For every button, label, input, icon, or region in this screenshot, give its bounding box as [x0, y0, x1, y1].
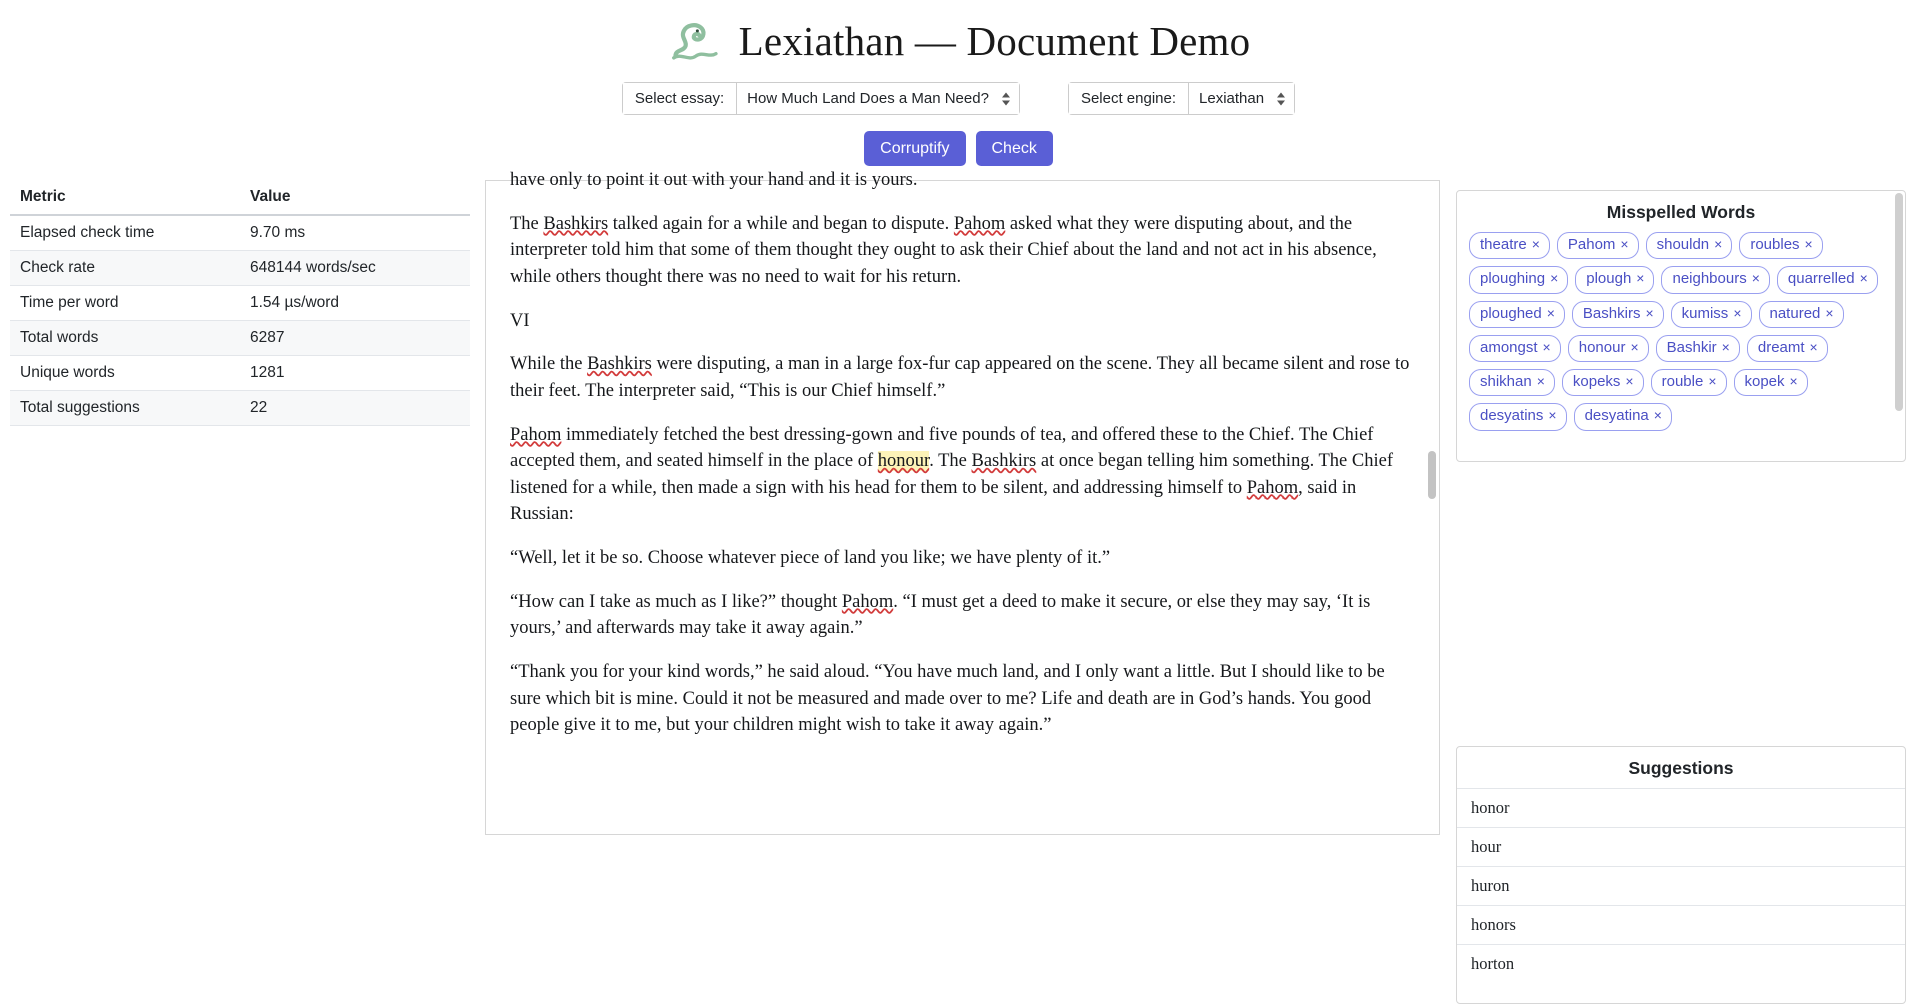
misspelled-chip[interactable]: [1656, 335, 1740, 362]
misspelled-chip[interactable]: [1734, 369, 1808, 396]
metrics-header-metric: Metric: [10, 180, 240, 215]
text-fragment: were disputing, a man in a large fox-fur cap appeared on the scene. They all became silent and rose to their feet. The interpreter said, “This is our Chief himself.”: [510, 354, 1410, 401]
list-item[interactable]: honor: [1457, 788, 1905, 827]
chip-label: natured: [1769, 304, 1821, 322]
chip-label: rouble: [1661, 373, 1704, 391]
misspelled-chip[interactable]: [1469, 266, 1568, 293]
chip-label: quarrelled: [1787, 270, 1855, 288]
misspelled-chip[interactable]: [1575, 266, 1654, 293]
misspelled-words-panel: [1456, 190, 1906, 462]
document-section-number: VI: [510, 310, 530, 331]
document-paragraph: [510, 422, 1415, 529]
close-icon[interactable]: ×: [1825, 304, 1834, 321]
table-row: [10, 215, 470, 251]
table-header-row: [10, 180, 470, 215]
chip-label: dreamt: [1757, 338, 1805, 356]
metric-label: Time per word: [10, 286, 240, 321]
metric-label: Total words: [10, 321, 240, 356]
chevron-updown-icon: [1002, 92, 1010, 105]
close-icon[interactable]: ×: [1708, 373, 1717, 390]
misspelled-chip[interactable]: [1469, 335, 1561, 362]
close-icon[interactable]: ×: [1653, 407, 1662, 424]
misspelled-chip[interactable]: [1671, 301, 1752, 328]
check-button[interactable]: Check: [976, 131, 1053, 166]
chip-label: Pahom: [1567, 236, 1616, 254]
document-paragraph: [510, 351, 1415, 404]
chip-label: shouldn: [1656, 236, 1710, 254]
misspelled-word[interactable]: Pahom: [841, 591, 894, 612]
highlighted-misspelled-word[interactable]: honour: [877, 451, 930, 472]
list-item[interactable]: hour: [1457, 827, 1905, 866]
close-icon[interactable]: ×: [1630, 338, 1639, 355]
misspelled-word[interactable]: Pahom: [953, 213, 1006, 234]
misspelled-chip[interactable]: [1777, 266, 1878, 293]
misspelled-chip[interactable]: [1739, 232, 1822, 259]
loch-ness-monster-icon: [667, 14, 721, 68]
list-item[interactable]: huron: [1457, 866, 1905, 905]
text-fragment: “How can I take as much as I like?” thought: [510, 591, 842, 612]
misspelled-chip[interactable]: [1759, 301, 1844, 328]
document-paragraph: [510, 211, 1415, 291]
main-layout: [0, 170, 1917, 974]
misspelled-chip[interactable]: [1469, 232, 1550, 259]
close-icon[interactable]: ×: [1733, 304, 1742, 321]
list-item[interactable]: horton: [1457, 944, 1905, 983]
document-paragraph: “Thank you for your kind words,” he said aloud. “You have much land, and I only want a little. But I should like to be sure which bit is mine. Could it not be measured and made over to me? Life and death are in God’s hands. You good people give it to me, but your children might wish to take it away again.”: [510, 661, 1385, 736]
metric-value: 22: [240, 391, 470, 426]
metric-value: 1281: [240, 356, 470, 391]
close-icon[interactable]: ×: [1546, 304, 1555, 321]
close-icon[interactable]: ×: [1859, 270, 1868, 287]
suggestions-title: Suggestions: [1628, 758, 1734, 779]
misspelled-words-list: [1457, 232, 1905, 460]
engine-select-value: Lexiathan: [1199, 90, 1265, 107]
chevron-updown-icon: [1277, 92, 1285, 105]
misspelled-word[interactable]: Bashkirs: [543, 213, 609, 234]
essay-select-label: Select essay:: [623, 83, 736, 114]
text-fragment: The: [510, 213, 544, 234]
chip-label: desyatina: [1584, 407, 1649, 425]
chip-label: ploughed: [1480, 304, 1542, 322]
metrics-panel: [10, 180, 470, 426]
chip-label: kopek: [1744, 373, 1785, 391]
text-fragment: . “I must get a deed to make it secure, or else they may say, ‘It is yours,’ and afterwards may take it away again.”: [510, 591, 1371, 639]
document-paragraph: have only to point it out with your hand and it is yours.: [510, 170, 918, 191]
chip-label: kopeks: [1572, 373, 1621, 391]
misspelled-word[interactable]: Bashkirs: [587, 354, 652, 375]
document-scrollbar[interactable]: [1428, 183, 1436, 834]
metric-label: Elapsed check time: [10, 215, 240, 251]
misspelled-chip[interactable]: [1572, 301, 1664, 328]
close-icon[interactable]: ×: [1636, 270, 1645, 287]
table-row: [10, 356, 470, 391]
close-icon[interactable]: ×: [1751, 270, 1760, 287]
document-paragraph: [510, 589, 1415, 642]
table-row: [10, 286, 470, 321]
table-row: [10, 251, 470, 286]
misspelled-word[interactable]: Bashkirs: [971, 451, 1037, 472]
essay-select[interactable]: [736, 83, 1019, 114]
document-paragraph: “Well, let it be so. Choose whatever piece of land you like; we have plenty of it.”: [510, 548, 1111, 569]
document-text: [486, 167, 1439, 776]
misspelled-chip[interactable]: [1646, 232, 1733, 259]
text-fragment: While the: [510, 354, 588, 375]
table-row: [10, 391, 470, 426]
table-row: [10, 321, 470, 356]
chip-label: plough: [1586, 270, 1632, 288]
close-icon[interactable]: ×: [1645, 304, 1654, 321]
engine-select[interactable]: [1188, 83, 1294, 114]
misspelled-panel-scrollbar-thumb[interactable]: [1895, 193, 1903, 411]
close-icon[interactable]: ×: [1721, 338, 1730, 355]
close-icon[interactable]: ×: [1550, 270, 1559, 287]
misspelled-panel-scrollbar[interactable]: [1895, 193, 1903, 459]
engine-select-label: Select engine:: [1069, 83, 1188, 114]
misspelled-chip[interactable]: [1469, 301, 1565, 328]
misspelled-word[interactable]: Pahom: [510, 424, 562, 445]
chip-label: theatre: [1480, 236, 1527, 254]
page-title: Lexiathan — Document Demo: [738, 18, 1251, 64]
app-header: [0, 0, 1917, 72]
close-icon[interactable]: ×: [1620, 236, 1629, 253]
essay-selector-group: [622, 82, 1020, 115]
chip-label: shikhan: [1480, 373, 1532, 391]
metrics-table: [10, 180, 470, 426]
misspelled-chip[interactable]: [1651, 369, 1727, 396]
action-buttons: [0, 131, 1917, 166]
text-fragment: , said in Russian:: [510, 477, 1357, 525]
essay-select-value: How Much Land Does a Man Need?: [747, 90, 989, 107]
close-icon[interactable]: ×: [1714, 236, 1723, 253]
document-viewer[interactable]: [485, 170, 1440, 835]
text-fragment: . The: [929, 451, 972, 472]
chip-label: Bashkir: [1666, 338, 1717, 356]
list-item[interactable]: honors: [1457, 905, 1905, 944]
controls-row: [0, 82, 1917, 115]
close-icon[interactable]: ×: [1531, 236, 1540, 253]
metric-value: 1.54 µs/word: [240, 286, 470, 321]
chip-label: desyatins: [1480, 407, 1544, 425]
metric-label: Total suggestions: [10, 391, 240, 426]
misspelled-words-title: Misspelled Words: [1606, 202, 1756, 223]
close-icon[interactable]: ×: [1536, 373, 1545, 390]
chip-label: Bashkirs: [1582, 304, 1641, 322]
misspelled-chip[interactable]: [1568, 335, 1649, 362]
text-fragment: asked what they were disputing about, and the interpreter told him that some of them thought they ought to ask their Chief about the land and not act in his absence, while others thought there was no need to wait for his return.: [510, 213, 1377, 288]
misspelled-chip[interactable]: [1562, 369, 1644, 396]
misspelled-chip[interactable]: [1557, 232, 1639, 259]
engine-selector-group: [1068, 82, 1295, 115]
misspelled-word[interactable]: Pahom: [1246, 477, 1299, 498]
metric-value: 648144 words/sec: [240, 251, 470, 286]
close-icon[interactable]: ×: [1809, 338, 1818, 355]
misspelled-chip[interactable]: [1747, 335, 1828, 362]
close-icon[interactable]: ×: [1625, 373, 1634, 390]
close-icon[interactable]: ×: [1804, 236, 1813, 253]
chip-label: roubles: [1750, 236, 1800, 254]
text-fragment: talked again for a while and began to dispute.: [608, 213, 954, 234]
close-icon[interactable]: ×: [1542, 338, 1551, 355]
misspelled-chip[interactable]: [1469, 403, 1567, 430]
suggestions-panel: [1456, 746, 1906, 1004]
metric-value: 9.70 ms: [240, 215, 470, 251]
corruptify-button[interactable]: Corruptify: [864, 131, 965, 166]
close-icon[interactable]: ×: [1789, 373, 1798, 390]
chip-label: honour: [1578, 338, 1626, 356]
misspelled-chip[interactable]: [1574, 403, 1672, 430]
suggestions-list: [1457, 788, 1905, 983]
chip-container: [1469, 232, 1895, 431]
metric-label: Unique words: [10, 356, 240, 391]
text-fragment: immediately fetched the best dressing-gown and five pounds of tea, and offered these to the Chief. The Chief accepted them, and seated himself in the place of: [510, 424, 1374, 472]
document-scrollbar-thumb[interactable]: [1428, 451, 1436, 499]
metrics-header-value: Value: [240, 180, 470, 215]
misspelled-chip[interactable]: [1661, 266, 1769, 293]
metric-label: Check rate: [10, 251, 240, 286]
chip-label: neighbours: [1672, 270, 1747, 288]
text-fragment: at once began telling him something. The Chief listened for a while, then made a sign with his head for them to be silent, and addressing himself to: [510, 451, 1393, 498]
chip-label: amongst: [1480, 338, 1538, 356]
chip-label: ploughing: [1480, 270, 1546, 288]
metric-value: 6287: [240, 321, 470, 356]
chip-label: kumiss: [1681, 304, 1729, 322]
misspelled-chip[interactable]: [1469, 369, 1555, 396]
close-icon[interactable]: ×: [1548, 407, 1557, 424]
